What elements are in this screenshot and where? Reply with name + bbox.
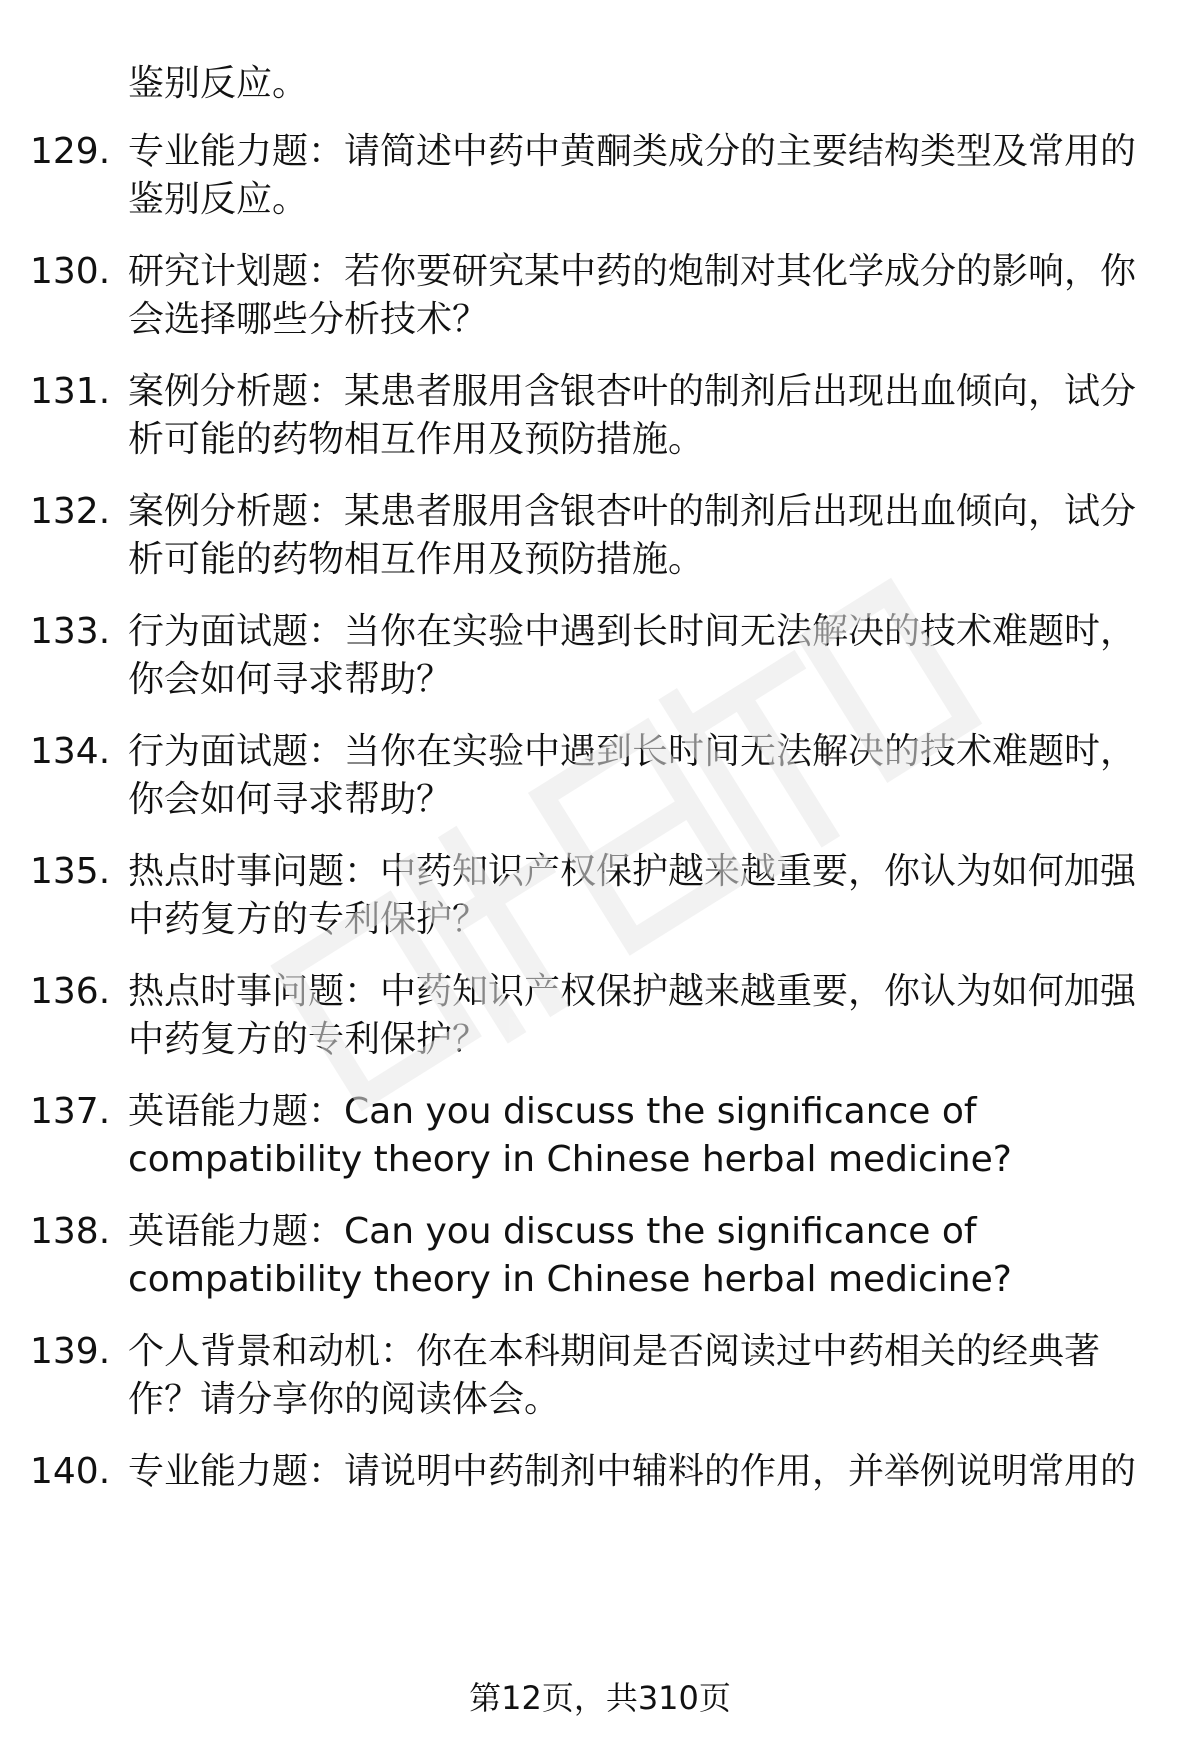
question-text	[128, 128, 1148, 224]
question-line: 你会如何寻求帮助？	[128, 659, 453, 700]
question-line: 行为面试题：当你在实验中遇到长时间无法解决的技术难题时，	[128, 611, 1137, 652]
question-number: 135.	[30, 851, 111, 892]
question-line: compatibility theory in Chinese herbal medicine?	[128, 1259, 1012, 1300]
page-footer: 第12页，共310页	[469, 1679, 731, 1717]
question-number: 133.	[30, 611, 111, 652]
question-number: 136.	[30, 971, 111, 1012]
list-item	[0, 488, 1200, 588]
list-item	[0, 1328, 1200, 1428]
question-line: 热点时事问题：中药知识产权保护越来越重要，你认为如何加强	[128, 851, 1137, 892]
question-number: 131.	[30, 371, 111, 412]
question-number: 138.	[30, 1211, 111, 1252]
list-item	[0, 728, 1200, 828]
question-line: 中药复方的专利保护？	[128, 899, 489, 940]
question-text	[128, 368, 1148, 464]
question-line: 热点时事问题：中药知识产权保护越来越重要，你认为如何加强	[128, 971, 1137, 1012]
question-line: 你会如何寻求帮助？	[128, 779, 453, 820]
list-item	[0, 1088, 1200, 1188]
question-number: 130.	[30, 251, 111, 292]
question-text	[128, 1088, 1148, 1184]
question-line: 英语能力题：Can you discuss the significance of	[128, 1091, 977, 1132]
question-line: 会选择哪些分析技术？	[128, 299, 489, 340]
question-line: 个人背景和动机：你在本科期间是否阅读过中药相关的经典著	[128, 1331, 1101, 1372]
question-line: 研究计划题：若你要研究某中药的炮制对其化学成分的影响，你	[128, 251, 1137, 292]
list-item	[0, 968, 1200, 1068]
list-item	[0, 848, 1200, 948]
list-item	[0, 1448, 1200, 1548]
question-line: compatibility theory in Chinese herbal medicine?	[128, 1139, 1012, 1180]
question-line: 析可能的药物相互作用及预防措施。	[128, 539, 705, 580]
question-text	[128, 248, 1148, 344]
question-line: 作？请分享你的阅读体会。	[128, 1379, 561, 1420]
list-item	[0, 368, 1200, 468]
question-line: 英语能力题：Can you discuss the significance of	[128, 1211, 977, 1252]
list-item	[0, 1208, 1200, 1308]
question-text	[128, 1328, 1148, 1424]
question-number: 139.	[30, 1331, 111, 1372]
question-text	[128, 488, 1148, 584]
question-line: 中药复方的专利保护？	[128, 1019, 489, 1060]
question-number: 140.	[30, 1451, 111, 1492]
question-number: 132.	[30, 491, 111, 532]
question-text	[128, 848, 1148, 944]
question-line: 专业能力题：请简述中药中黄酮类成分的主要结构类型及常用的	[128, 131, 1137, 172]
question-line: 析可能的药物相互作用及预防措施。	[128, 419, 705, 460]
question-text	[128, 1448, 1148, 1496]
list-item	[0, 248, 1200, 348]
list-item	[0, 608, 1200, 708]
question-line: 鉴别反应。	[128, 179, 309, 220]
question-text	[128, 728, 1148, 824]
question-text	[128, 1208, 1148, 1304]
continued-text: 鉴别反应。	[128, 63, 309, 104]
question-line: 行为面试题：当你在实验中遇到长时间无法解决的技术难题时，	[128, 731, 1137, 772]
question-line: 案例分析题：某患者服用含银杏叶的制剂后出现出血倾向，试分	[128, 371, 1137, 412]
question-number: 129.	[30, 131, 111, 172]
question-text	[128, 608, 1148, 704]
question-number: 137.	[30, 1091, 111, 1132]
list-item	[0, 128, 1200, 228]
question-line: 专业能力题：请说明中药制剂中辅料的作用，并举例说明常用的	[128, 1451, 1137, 1492]
question-line: 案例分析题：某患者服用含银杏叶的制剂后出现出血倾向，试分	[128, 491, 1137, 532]
question-number: 134.	[30, 731, 111, 772]
question-text	[128, 968, 1148, 1064]
